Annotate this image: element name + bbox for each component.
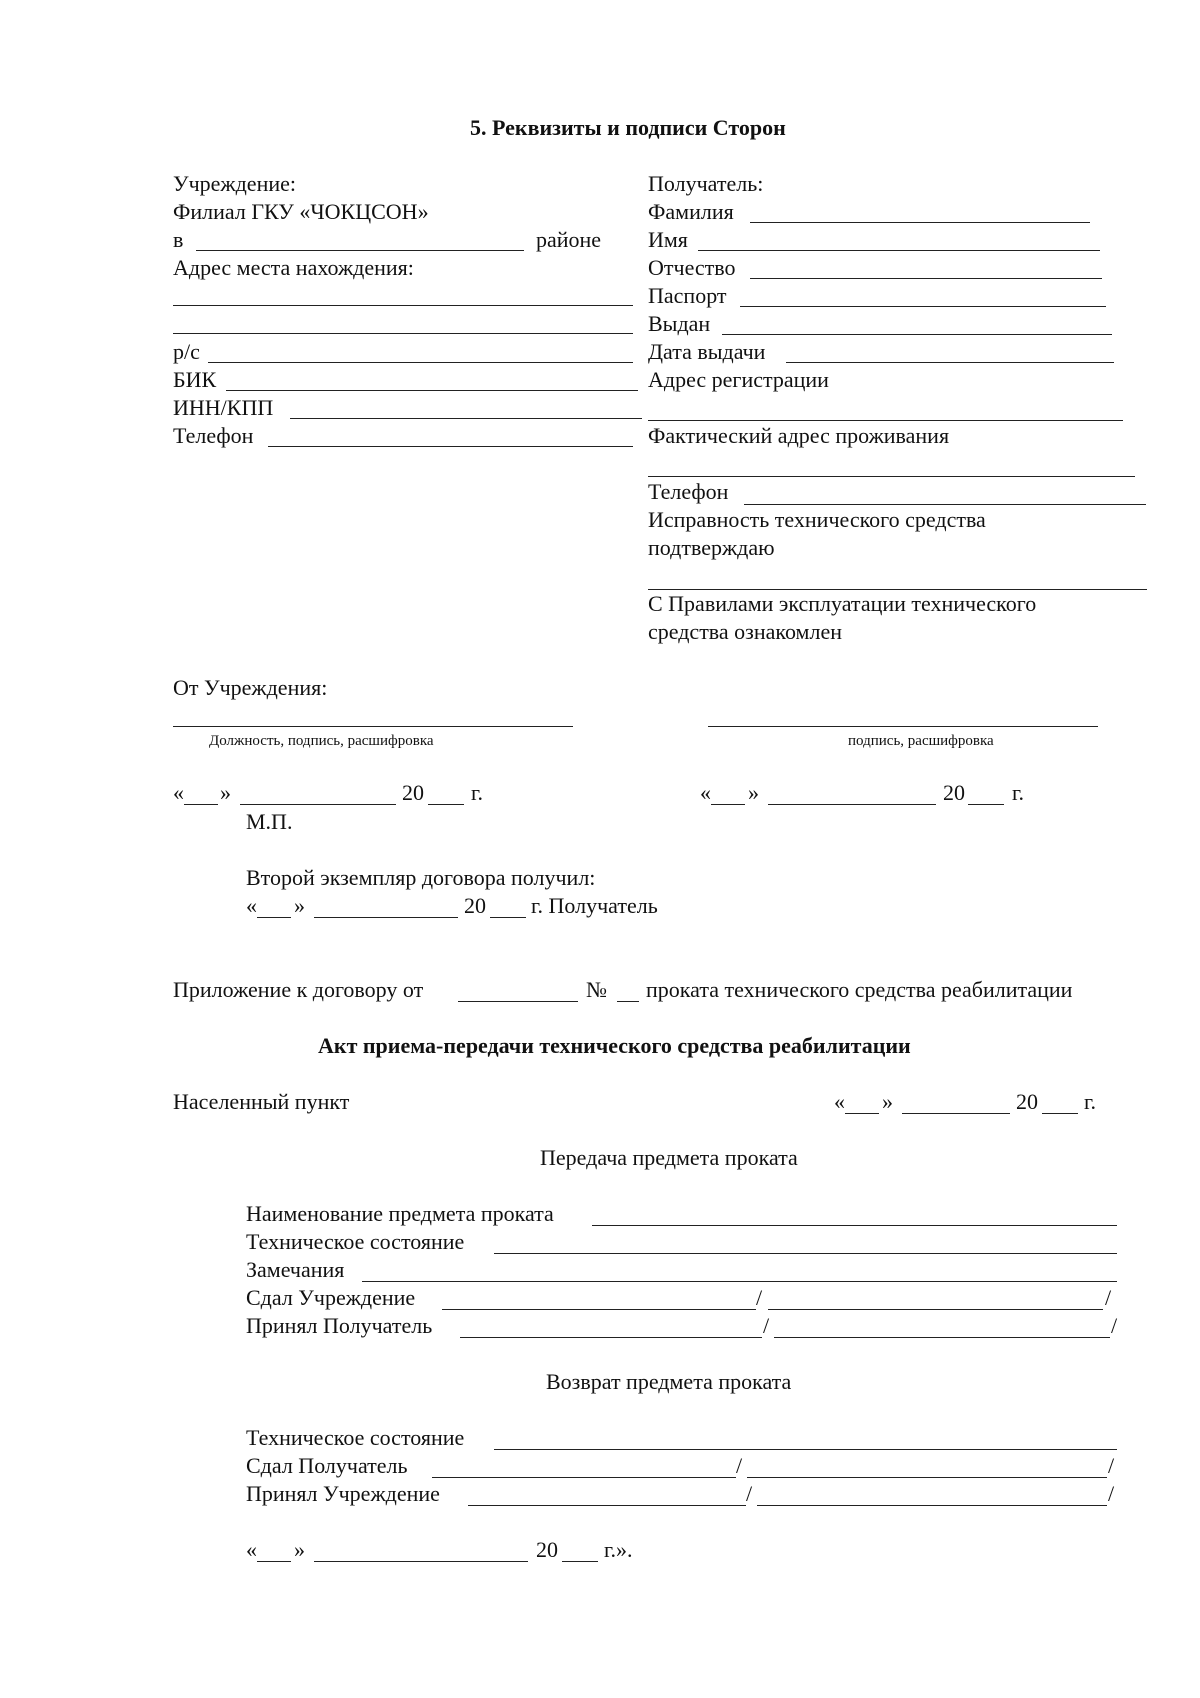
handed-institution-signature-blank[interactable] xyxy=(442,1309,756,1310)
issued-label: Выдан xyxy=(648,311,711,336)
appendix-date-blank[interactable] xyxy=(458,1001,578,1002)
left-date-year-prefix: 20 xyxy=(402,780,424,805)
left-date-open-quote: « xyxy=(173,780,184,805)
right-date-day-blank[interactable] xyxy=(711,804,745,805)
tech-state-label: Техническое состояние xyxy=(246,1229,465,1254)
handed-institution-end-slash: / xyxy=(1105,1285,1112,1310)
district-suffix: районе xyxy=(536,227,602,252)
final-date-close-quote: » xyxy=(294,1537,305,1562)
item-name-blank[interactable] xyxy=(592,1225,1117,1226)
received-institution-signature-blank[interactable] xyxy=(468,1505,746,1506)
right-phone-label: Телефон xyxy=(648,479,729,504)
final-date-open-quote: « xyxy=(246,1537,257,1562)
left-date-year-blank[interactable] xyxy=(428,804,464,805)
right-date-year-suffix: г. xyxy=(1012,780,1025,805)
appendix-suffix: проката технического средства реабилитации xyxy=(646,977,1073,1002)
surname-label: Фамилия xyxy=(648,199,734,224)
stamp-label: М.П. xyxy=(246,809,293,834)
passport-blank[interactable] xyxy=(740,306,1106,307)
received-institution-label: Принял Учреждение xyxy=(246,1481,440,1506)
issue-date-label: Дата выдачи xyxy=(648,339,766,364)
return-heading: Возврат предмета проката xyxy=(546,1369,792,1394)
left-date-day-blank[interactable] xyxy=(184,804,218,805)
appendix-number-sign: № xyxy=(586,977,607,1002)
received-institution-end-slash: / xyxy=(1108,1481,1115,1506)
inn-blank[interactable] xyxy=(290,418,642,419)
appendix-prefix: Приложение к договору от xyxy=(173,977,424,1002)
left-phone-blank[interactable] xyxy=(268,446,633,447)
handed-recipient-slash: / xyxy=(736,1453,743,1478)
right-date-year-blank[interactable] xyxy=(968,804,1004,805)
handed-institution-label: Сдал Учреждение xyxy=(246,1285,416,1310)
act-date-year-blank[interactable] xyxy=(1042,1113,1078,1114)
left-date-year-suffix: г. xyxy=(471,780,484,805)
act-date-year-suffix: г. xyxy=(1084,1089,1097,1114)
final-date-month-blank[interactable] xyxy=(314,1561,528,1562)
left-date-close-quote: » xyxy=(220,780,231,805)
final-date-suffix: г.». xyxy=(604,1537,633,1562)
second-copy-label: Второй экземпляр договора получил: xyxy=(246,865,596,890)
address-label: Адрес места нахождения: xyxy=(173,255,414,280)
inn-label: ИНН/КПП xyxy=(173,395,274,420)
right-phone-blank[interactable] xyxy=(744,504,1146,505)
rules-line1: С Правилами эксплуатации технического xyxy=(648,591,1037,616)
return-tech-state-label: Техническое состояние xyxy=(246,1425,465,1450)
address-blank-1[interactable] xyxy=(173,305,633,306)
recipient-signature-line[interactable] xyxy=(708,726,1098,727)
serviceability-line1: Исправность технического средства xyxy=(648,507,986,532)
right-date-open-quote: « xyxy=(700,780,711,805)
second-copy-close-quote: » xyxy=(294,893,305,918)
final-date-year-prefix: 20 xyxy=(536,1537,558,1562)
issue-date-blank[interactable] xyxy=(786,362,1114,363)
received-institution-name-blank[interactable] xyxy=(757,1505,1107,1506)
received-recipient-signature-blank[interactable] xyxy=(460,1337,762,1338)
second-copy-year-prefix: 20 xyxy=(464,893,486,918)
account-blank[interactable] xyxy=(208,362,633,363)
transfer-heading: Передача предмета проката xyxy=(540,1145,798,1170)
bik-blank[interactable] xyxy=(226,390,638,391)
reg-address-label: Адрес регистрации xyxy=(648,367,829,392)
reg-address-blank[interactable] xyxy=(648,420,1123,421)
remarks-label: Замечания xyxy=(246,1257,345,1282)
received-recipient-end-slash: / xyxy=(1111,1313,1118,1338)
act-date-open-quote: « xyxy=(834,1089,845,1114)
handed-recipient-end-slash: / xyxy=(1108,1453,1115,1478)
return-tech-state-blank[interactable] xyxy=(494,1449,1117,1450)
branch-name: Филиал ГКУ «ЧОКЦСОН» xyxy=(173,199,429,224)
final-date-day-blank[interactable] xyxy=(257,1561,291,1562)
rules-line2: средства ознакомлен xyxy=(648,619,842,644)
final-date-year-blank[interactable] xyxy=(562,1561,598,1562)
passport-label: Паспорт xyxy=(648,283,727,308)
left-phone-label: Телефон xyxy=(173,423,254,448)
right-date-year-prefix: 20 xyxy=(943,780,965,805)
surname-blank[interactable] xyxy=(750,222,1090,223)
patronymic-label: Отчество xyxy=(648,255,736,280)
act-date-day-blank[interactable] xyxy=(845,1113,879,1114)
received-recipient-label: Принял Получатель xyxy=(246,1313,433,1338)
name-label: Имя xyxy=(648,227,688,252)
second-copy-open-quote: « xyxy=(246,893,257,918)
issued-blank[interactable] xyxy=(722,334,1112,335)
bik-label: БИК xyxy=(173,367,217,392)
act-date-year-prefix: 20 xyxy=(1016,1089,1038,1114)
account-label: р/с xyxy=(173,339,200,364)
second-copy-year-blank[interactable] xyxy=(490,917,526,918)
section-title: 5. Реквизиты и подписи Сторон xyxy=(470,115,786,140)
institution-signature-caption: Должность, подпись, расшифровка xyxy=(209,733,434,749)
right-date-close-quote: » xyxy=(748,780,759,805)
second-copy-suffix: г. Получатель xyxy=(531,893,658,918)
received-institution-slash: / xyxy=(746,1481,753,1506)
district-blank[interactable] xyxy=(196,250,524,251)
right-date-month-blank[interactable] xyxy=(768,804,936,805)
patronymic-blank[interactable] xyxy=(750,278,1102,279)
received-recipient-slash: / xyxy=(763,1313,770,1338)
handed-institution-slash: / xyxy=(756,1285,763,1310)
act-date-month-blank[interactable] xyxy=(902,1113,1010,1114)
handed-recipient-name-blank[interactable] xyxy=(747,1477,1107,1478)
act-date-close-quote: » xyxy=(882,1089,893,1114)
second-copy-day-blank[interactable] xyxy=(257,917,291,918)
recipient-signature-caption: подпись, расшифровка xyxy=(848,733,994,749)
recipient-label: Получатель: xyxy=(648,171,764,196)
tech-state-blank[interactable] xyxy=(494,1253,1117,1254)
item-name-label: Наименование предмета проката xyxy=(246,1201,554,1226)
handed-recipient-label: Сдал Получатель xyxy=(246,1453,408,1478)
received-recipient-name-blank[interactable] xyxy=(774,1337,1110,1338)
left-date-month-blank[interactable] xyxy=(240,804,396,805)
appendix-number-blank[interactable] xyxy=(617,1001,639,1002)
handed-institution-name-blank[interactable] xyxy=(768,1309,1103,1310)
actual-address-label: Фактический адрес проживания xyxy=(648,423,950,448)
serviceability-line2: подтверждаю xyxy=(648,535,775,560)
name-blank[interactable] xyxy=(698,250,1100,251)
address-blank-2[interactable] xyxy=(173,333,633,334)
from-institution-label: От Учреждения: xyxy=(173,675,328,700)
actual-address-blank[interactable] xyxy=(648,476,1135,477)
institution-signature-line[interactable] xyxy=(173,726,573,727)
act-title: Акт приема-передачи технического средства реабилитации xyxy=(318,1033,911,1058)
institution-label: Учреждение: xyxy=(173,171,296,196)
remarks-blank[interactable] xyxy=(362,1281,1117,1282)
handed-recipient-signature-blank[interactable] xyxy=(432,1477,736,1478)
district-prefix: в xyxy=(173,227,184,252)
second-copy-month-blank[interactable] xyxy=(314,917,458,918)
locality-label: Населенный пункт xyxy=(173,1089,350,1114)
